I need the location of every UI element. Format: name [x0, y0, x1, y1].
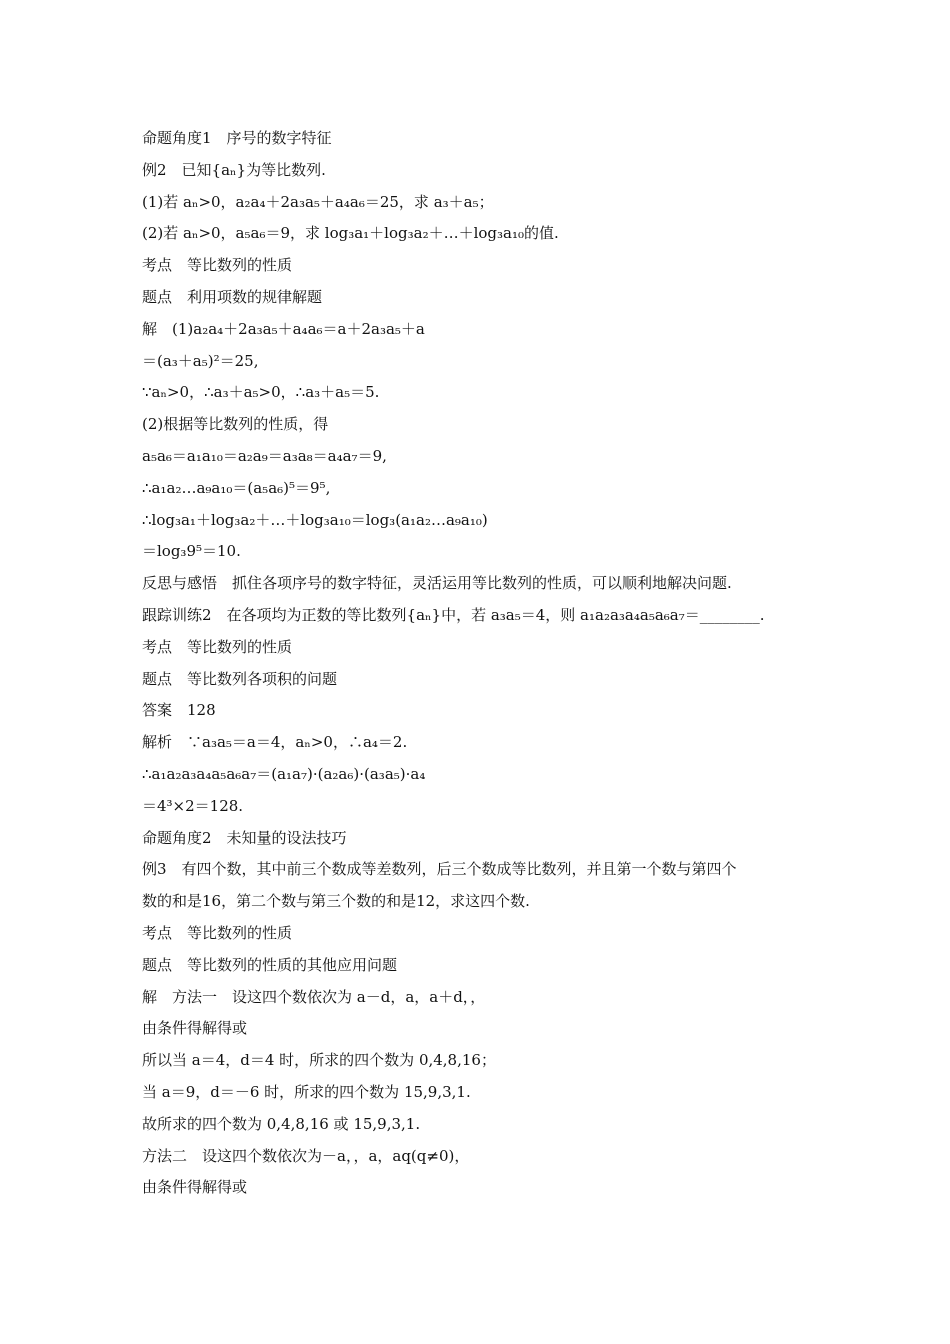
example-2-statement: 例2 已知{aₙ}为等比数列. — [142, 160, 326, 179]
section-heading-angle-1: 命题角度1 序号的数字特征 — [142, 129, 332, 147]
section-heading-angle-2: 命题角度2 未知量的设法技巧 — [142, 828, 347, 847]
answer-line: 答案 128 — [142, 701, 216, 720]
solution-line: (2)根据等比数列的性质，得 — [142, 415, 329, 434]
question-point: 题点 等比数列各项积的问题 — [142, 669, 338, 688]
solution-line: ＝(a₃＋a₅)²＝25, — [142, 351, 259, 370]
solution-line: ∴log₃a₁＋log₃a₂＋…＋log₃a₁₀＝log₃(a₁a₂…a₉a₁₀) — [142, 510, 488, 529]
solution-line: 当 a＝9，d＝－6 时，所求的四个数为 15,9,3,1. — [142, 1082, 471, 1101]
solution-line: 所以当 a＝4，d＝4 时，所求的四个数为 0,4,8,16； — [142, 1051, 496, 1070]
analysis-line: ∴a₁a₂a₃a₄a₅a₆a₇＝(a₁a₇)·(a₂a₆)·(a₃a₅)·a₄ — [142, 764, 426, 783]
solution-line: ∴a₁a₂…a₉a₁₀＝(a₅a₆)⁵＝9⁵, — [142, 478, 331, 497]
exam-point: 考点 等比数列的性质 — [142, 637, 293, 656]
question-point: 题点 利用项数的规律解题 — [142, 287, 323, 306]
exam-point: 考点 等比数列的性质 — [142, 923, 293, 942]
solution-line: ∵aₙ>0，∴a₃＋a₅>0，∴a₃＋a₅＝5. — [142, 383, 380, 402]
solution-method-2: 方法二 设这四个数依次为－a，，a，aq(q≠0)， — [142, 1146, 470, 1165]
example-2-part-1: (1)若 aₙ>0，a₂a₄＋2a₃a₅＋a₄a₆＝25，求 a₃＋a₅； — [142, 192, 494, 211]
reflection-note: 反思与感悟 抓住各项序号的数字特征，灵活运用等比数列的性质，可以顺利地解决问题. — [142, 574, 732, 593]
exam-point: 考点 等比数列的性质 — [142, 256, 293, 275]
solution-line: 由条件得解得或 — [142, 1178, 248, 1197]
question-point: 题点 等比数列的性质的其他应用问题 — [142, 955, 398, 974]
example-3-statement-cont: 数的和是16，第二个数与第三个数的和是12，求这四个数. — [142, 892, 530, 911]
example-2-part-2: (2)若 aₙ>0，a₅a₆＝9，求 log₃a₁＋log₃a₂＋…＋log₃a₁₀的值. — [142, 224, 559, 243]
solution-line: a₅a₆＝a₁a₁₀＝a₂a₉＝a₃a₈＝a₄a₇＝9, — [142, 446, 387, 465]
solution-line: 解 (1)a₂a₄＋2a₃a₅＋a₄a₆＝a＋2a₃a₅＋a — [142, 319, 425, 338]
solution-line: 故所求的四个数为 0,4,8,16 或 15,9,3,1. — [142, 1114, 421, 1133]
practice-2-statement: 跟踪训练2 在各项均为正数的等比数列{aₙ}中，若 a₃a₅＝4，则 a₁a₂a₃a₄a₅a₆a₇＝________. — [142, 605, 765, 624]
analysis-line: ＝4³×2＝128. — [142, 796, 244, 815]
analysis-line: 解析 ∵a₃a₅＝a＝4，aₙ>0，∴a₄＝2. — [142, 733, 408, 752]
solution-line: 由条件得解得或 — [142, 1019, 248, 1038]
document-body — [142, 123, 822, 1204]
example-3-statement: 例3 有四个数，其中前三个数成等差数列，后三个数成等比数列，并且第一个数与第四个 — [142, 860, 737, 879]
solution-line: ＝log₃9⁵＝10. — [142, 542, 241, 561]
solution-method-1: 解 方法一 设这四个数依次为 a－d，a，a＋d，， — [142, 987, 486, 1006]
